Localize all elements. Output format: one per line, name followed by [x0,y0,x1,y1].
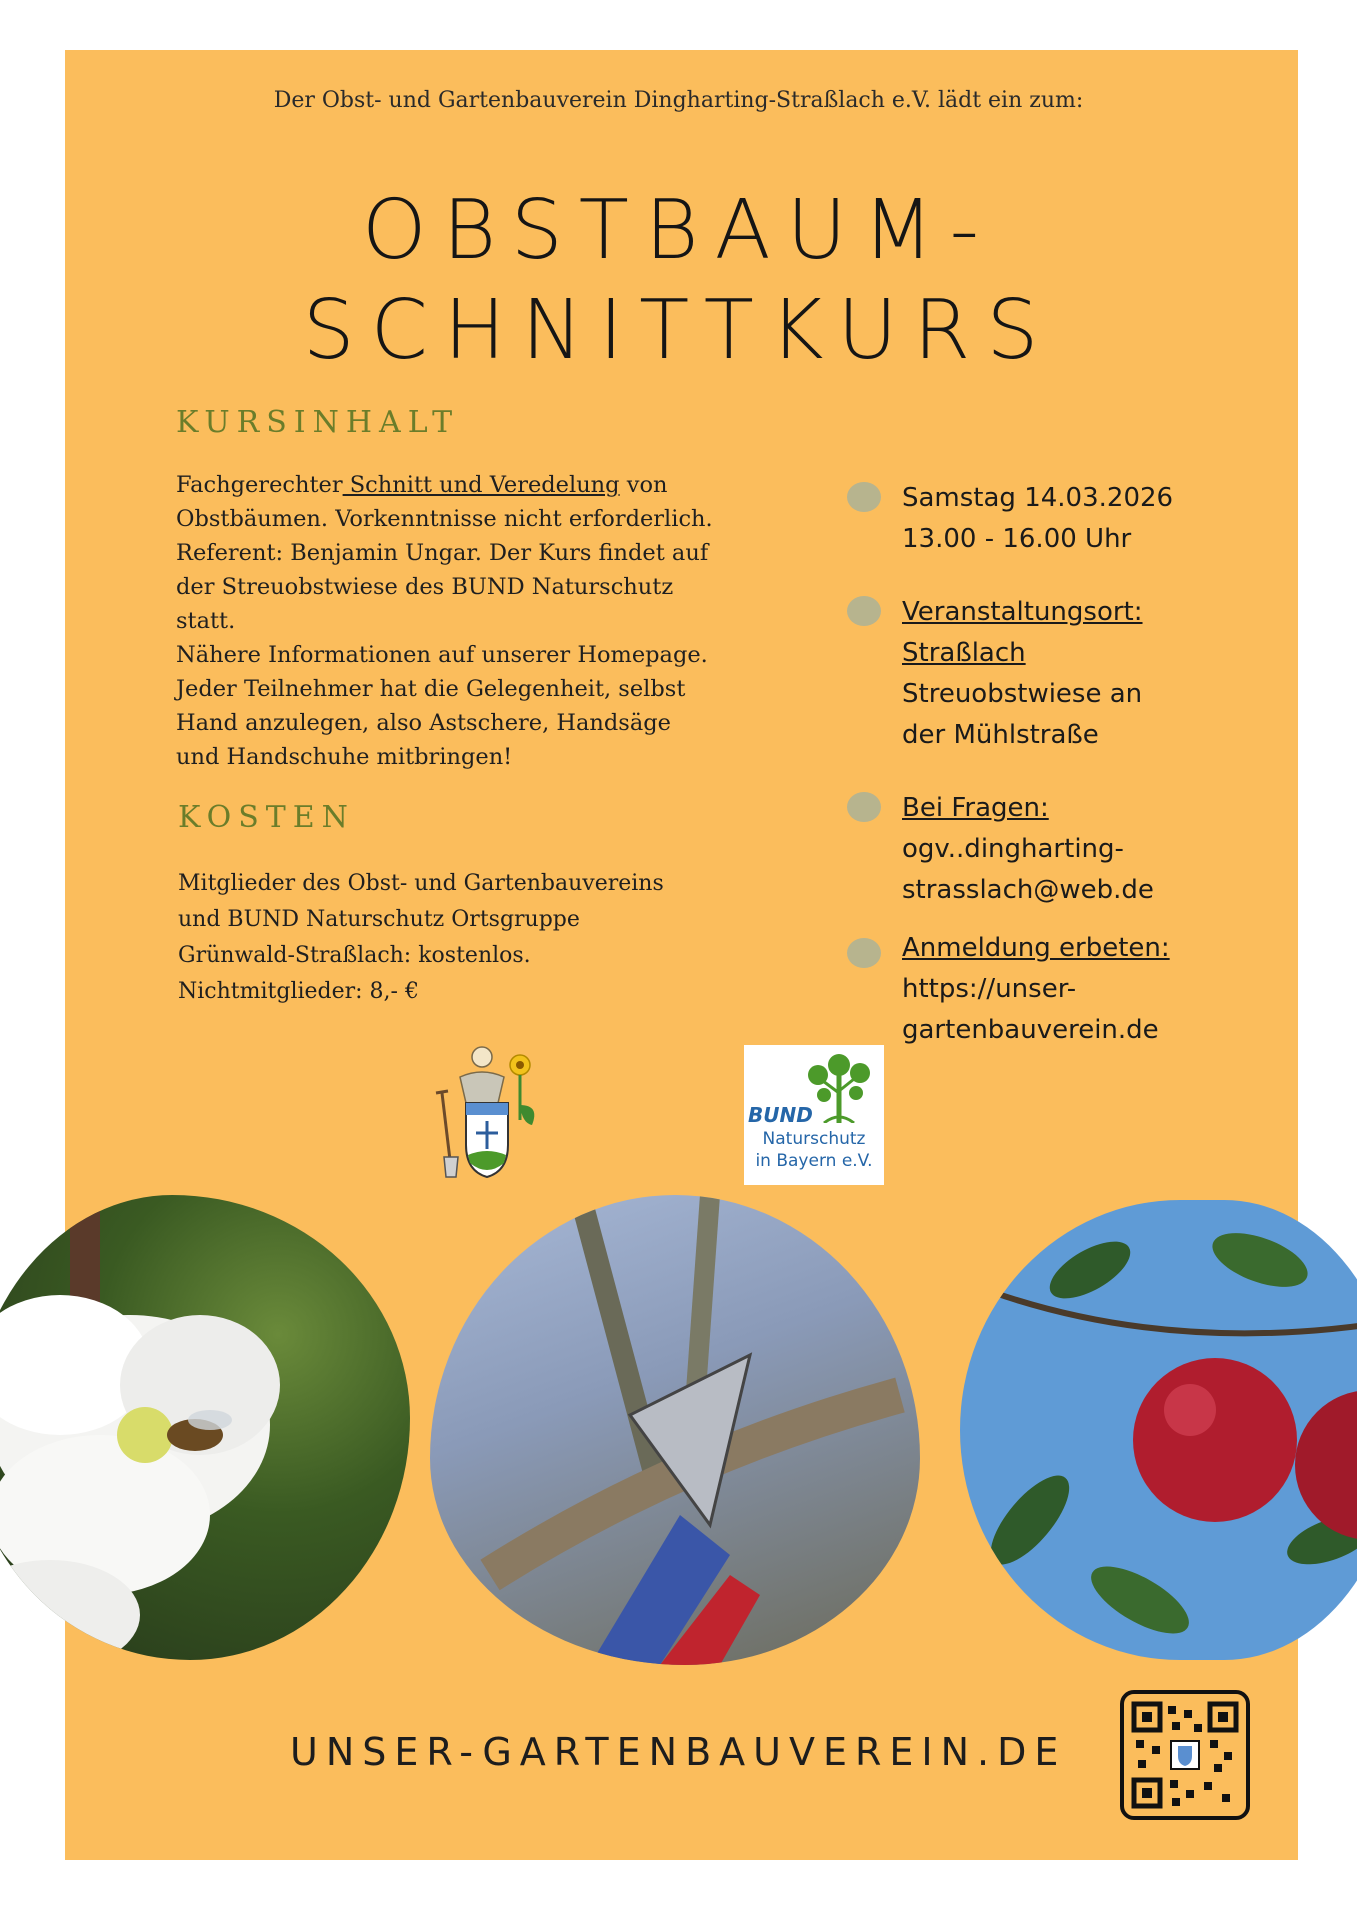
kursinhalt-line: und Handschuhe mitbringen! [176,744,513,770]
bund-wordmark: BUND [748,1103,813,1127]
title-line-1: OBSTBAUM- [361,183,996,278]
kursinhalt-heading: KURSINHALT [176,405,460,440]
kosten-line: Grünwald-Straßlach: kostenlos. [178,943,531,968]
bullet-dot [847,482,881,512]
kosten-line: und BUND Naturschutz Ortsgruppe [178,907,580,932]
registration-label: Anmeldung erbeten: [902,933,1170,963]
questions-label: Bei Fragen: [902,793,1049,823]
kosten-text [178,866,758,1010]
schnitt-veredelung-link: Schnitt und Veredelung [342,472,620,498]
kursinhalt-line: der Streuobstwiese des BUND Naturschutz [176,574,674,600]
registration-url[interactable]: https://unser- [902,974,1077,1004]
bund-naturschutz-logo [744,1045,884,1185]
footer-website-url[interactable]: UNSER-GARTENBAUVEREIN.DE [290,1730,1067,1774]
event-time: 13.00 - 16.00 Uhr [902,524,1132,554]
event-date: Samstag 14.03.2026 [902,483,1174,513]
venue-label: Veranstaltungsort: [902,597,1143,627]
kosten-line: Nichtmitglieder: 8,- € [178,979,419,1004]
kursinhalt-line: Referent: Benjamin Ungar. Der Kurs findet auf [176,540,709,566]
title-line-2: SCHNITTKURS [302,283,1055,378]
kursinhalt-line: Obstbäumen. Vorkenntnisse nicht erforderlich. [176,506,713,532]
email-line[interactable]: ogv..dingharting- [902,834,1124,864]
venue-line: der Mühlstraße [902,720,1099,750]
kursinhalt-line: Jeder Teilnehmer hat die Gelegenheit, selbst [176,676,686,702]
qr-code-icon [1124,1694,1246,1816]
bund-line: Naturschutz [762,1129,866,1149]
kursinhalt-text [176,468,796,774]
venue-place: Straßlach [902,638,1026,668]
bullet-dot [847,938,881,968]
ogv-club-logo [432,1045,552,1180]
bullet-dot [847,792,881,822]
email-line[interactable]: strasslach@web.de [902,875,1154,905]
invitation-line: Der Obst- und Gartenbauverein Dingharting-Straßlach e.V. lädt ein zum: [273,88,1084,113]
venue-line: Streuobstwiese an [902,679,1143,709]
kursinhalt-line: Fachgerechter Schnitt und Veredelung von [176,472,668,498]
kursinhalt-line: Nähere Informationen auf unserer Homepage. [176,642,708,668]
kursinhalt-line: Hand anzulegen, also Astschere, Handsäge [176,710,671,736]
kursinhalt-line: statt. [176,608,236,634]
kosten-line: Mitglieder des Obst- und Gartenbauvereins [178,871,664,896]
registration-url[interactable]: gartenbauverein.de [902,1015,1159,1045]
kosten-heading: KOSTEN [178,800,355,835]
bund-line: in Bayern e.V. [755,1151,873,1171]
bullet-dot [847,596,881,626]
qr-code[interactable] [1120,1690,1250,1820]
